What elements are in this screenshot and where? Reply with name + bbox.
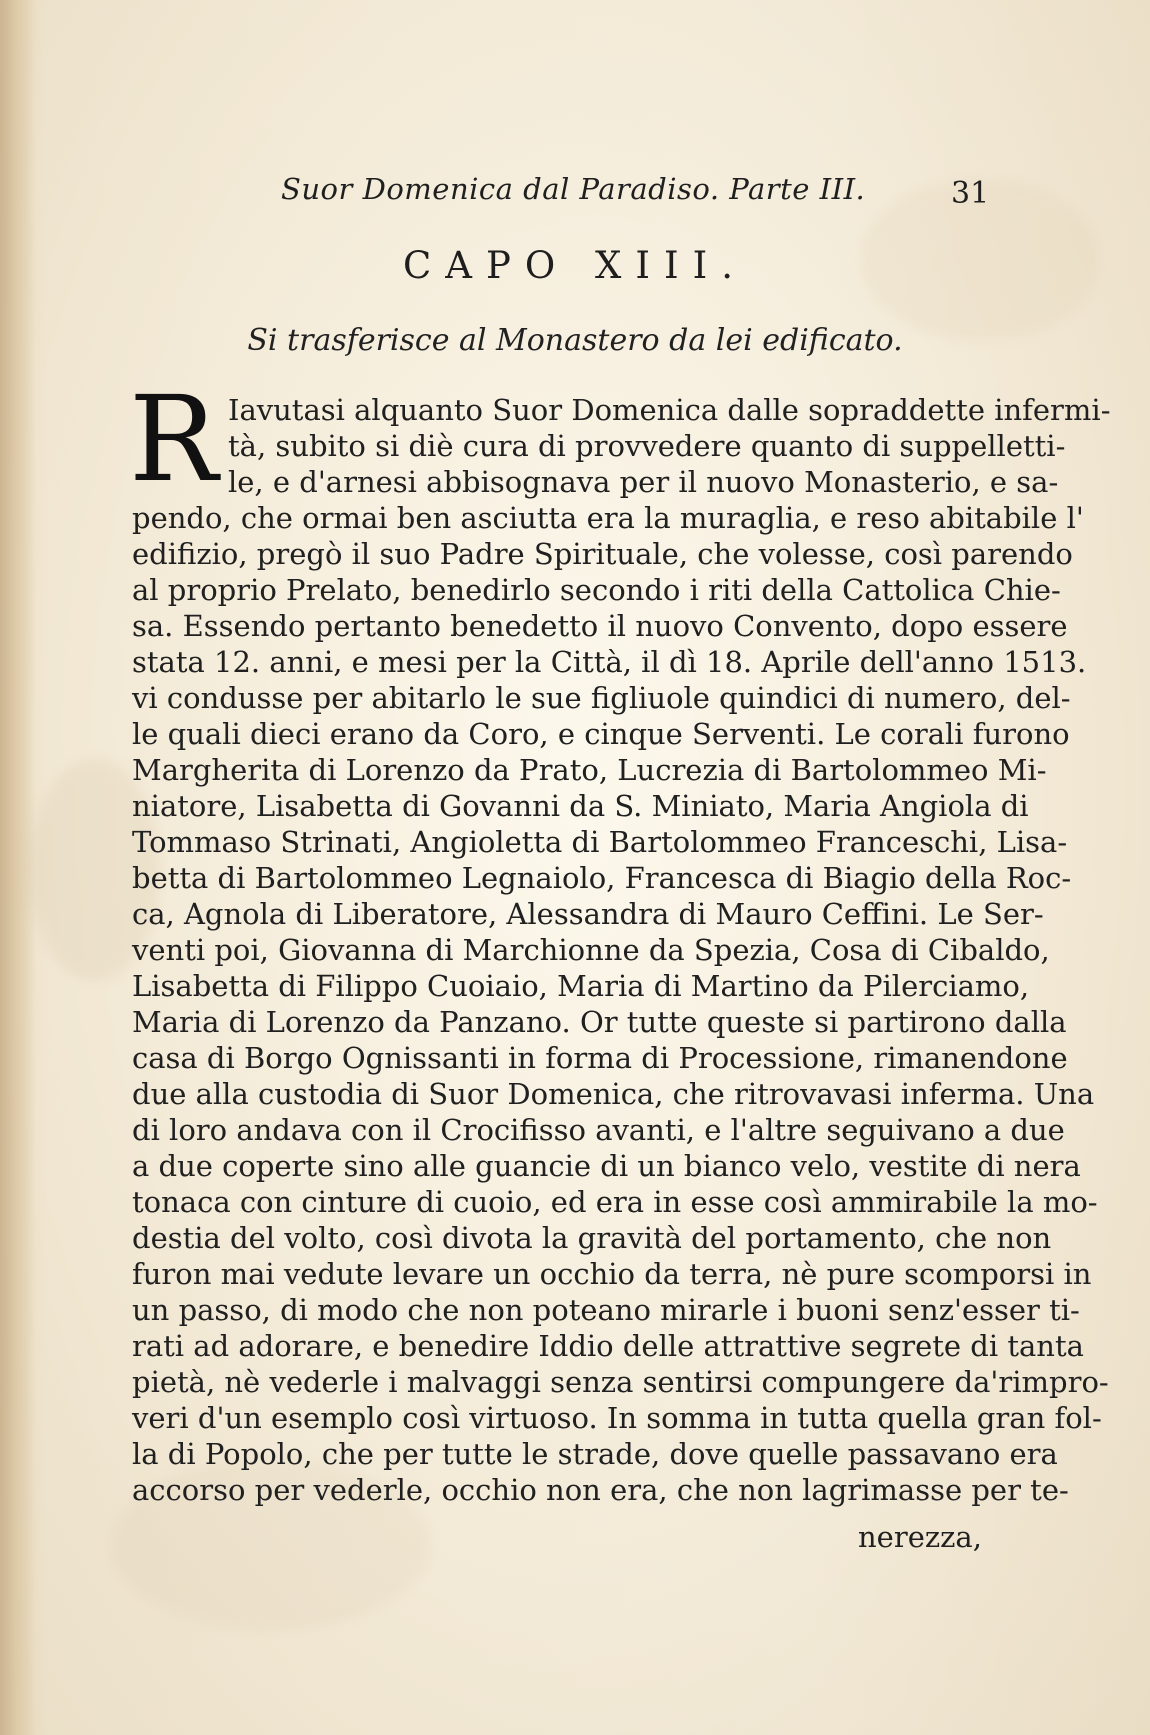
catchword: nerezza, (858, 1520, 982, 1554)
chapter-subtitle: Si trasferisce al Monastero da lei edificato. (247, 323, 903, 358)
text-line: ca, Agnola di Liberatore, Alessandra di Mauro Ceffini. Le Ser- (132, 897, 1044, 931)
text-line: vi condusse per abitarlo le sue figliuole quindici di numero, del- (132, 681, 1071, 715)
text-line: veri d'un esemplo così virtuoso. In somma in tutta quella gran fol- (132, 1401, 1102, 1435)
text-line: Maria di Lorenzo da Panzano. Or tutte queste si partirono dalla (132, 1005, 1067, 1039)
text-line: venti poi, Giovanna di Marchionne da Spezia, Cosa di Cibaldo, (132, 933, 1050, 967)
text-line: stata 12. anni, e mesi per la Città, il dì 18. Aprile dell'anno 1513. (132, 645, 1087, 679)
text-line: la di Popolo, che per tutte le strade, dove quelle passavano era (132, 1437, 1058, 1471)
page-header (0, 172, 1150, 212)
text-line: casa di Borgo Ognissanti in forma di Processione, rimanendone (132, 1041, 1068, 1075)
text-line: a due coperte sino alle guancie di un bianco velo, vestite di nera (132, 1149, 1081, 1183)
text-line: niatore, Lisabetta di Govanni da S. Miniato, Maria Angiola di (132, 789, 1029, 823)
chapter-title: CAPO XIII. (403, 244, 747, 287)
text-line: tonaca con cinture di cuoio, ed era in esse così ammirabile la mo- (132, 1185, 1098, 1219)
text-line: le quali dieci erano da Coro, e cinque Serventi. Le corali furono (132, 717, 1070, 751)
text-line: betta di Bartolommeo Legnaiolo, Francesca di Biagio della Roc- (132, 861, 1072, 895)
drop-cap: R (129, 370, 218, 508)
text-line: sa. Essendo pertanto benedetto il nuovo Convento, dopo essere (132, 609, 1068, 643)
text-line: furon mai vedute levare un occhio da terra, nè pure scomporsi in (132, 1257, 1092, 1291)
text-line: Margherita di Lorenzo da Prato, Lucrezia di Bartolommeo Mi- (132, 753, 1047, 787)
text-line: rati ad adorare, e benedire Iddio delle attrattive segrete di tanta (132, 1329, 1084, 1363)
text-line: un passo, di modo che non poteano mirarle i buoni senz'esser ti- (132, 1293, 1080, 1327)
text-line: due alla custodia di Suor Domenica, che ritrovavasi inferma. Una (132, 1077, 1095, 1111)
text-line: di loro andava con il Crocifisso avanti, e l'altre seguivano a due (132, 1113, 1065, 1147)
text-line: pendo, che ormai ben asciutta era la muraglia, e reso abitabile l' (132, 501, 1084, 535)
text-line: destia del volto, così divota la gravità del portamento, che non (132, 1221, 1052, 1255)
running-head: Suor Domenica dal Paradiso. Parte III. (281, 172, 866, 206)
page-number: 31 (951, 176, 990, 211)
text-line: tà, subito si diè cura di provvedere quanto di suppelletti- (228, 429, 1066, 463)
text-line: al proprio Prelato, benedirlo secondo i riti della Cattolica Chie- (132, 573, 1061, 607)
text-line: Tommaso Strinati, Angioletta di Bartolommeo Franceschi, Lisa- (132, 825, 1068, 859)
text-line: accorso per vederle, occhio non era, che non lagrimasse per te- (132, 1473, 1069, 1507)
text-line: le, e d'arnesi abbisognava per il nuovo Monasterio, e sa- (228, 465, 1059, 499)
text-line: pietà, nè vederle i malvaggi senza sentirsi compungere da'rimpro- (132, 1365, 1109, 1399)
text-line: Lisabetta di Filippo Cuoiaio, Maria di Martino da Pilerciamo, (132, 969, 1030, 1003)
text-line: edifizio, pregò il suo Padre Spirituale, che volesse, così parendo (132, 537, 1073, 571)
text-line: Iavutasi alquanto Suor Domenica dalle sopraddette infermi- (228, 393, 1111, 427)
